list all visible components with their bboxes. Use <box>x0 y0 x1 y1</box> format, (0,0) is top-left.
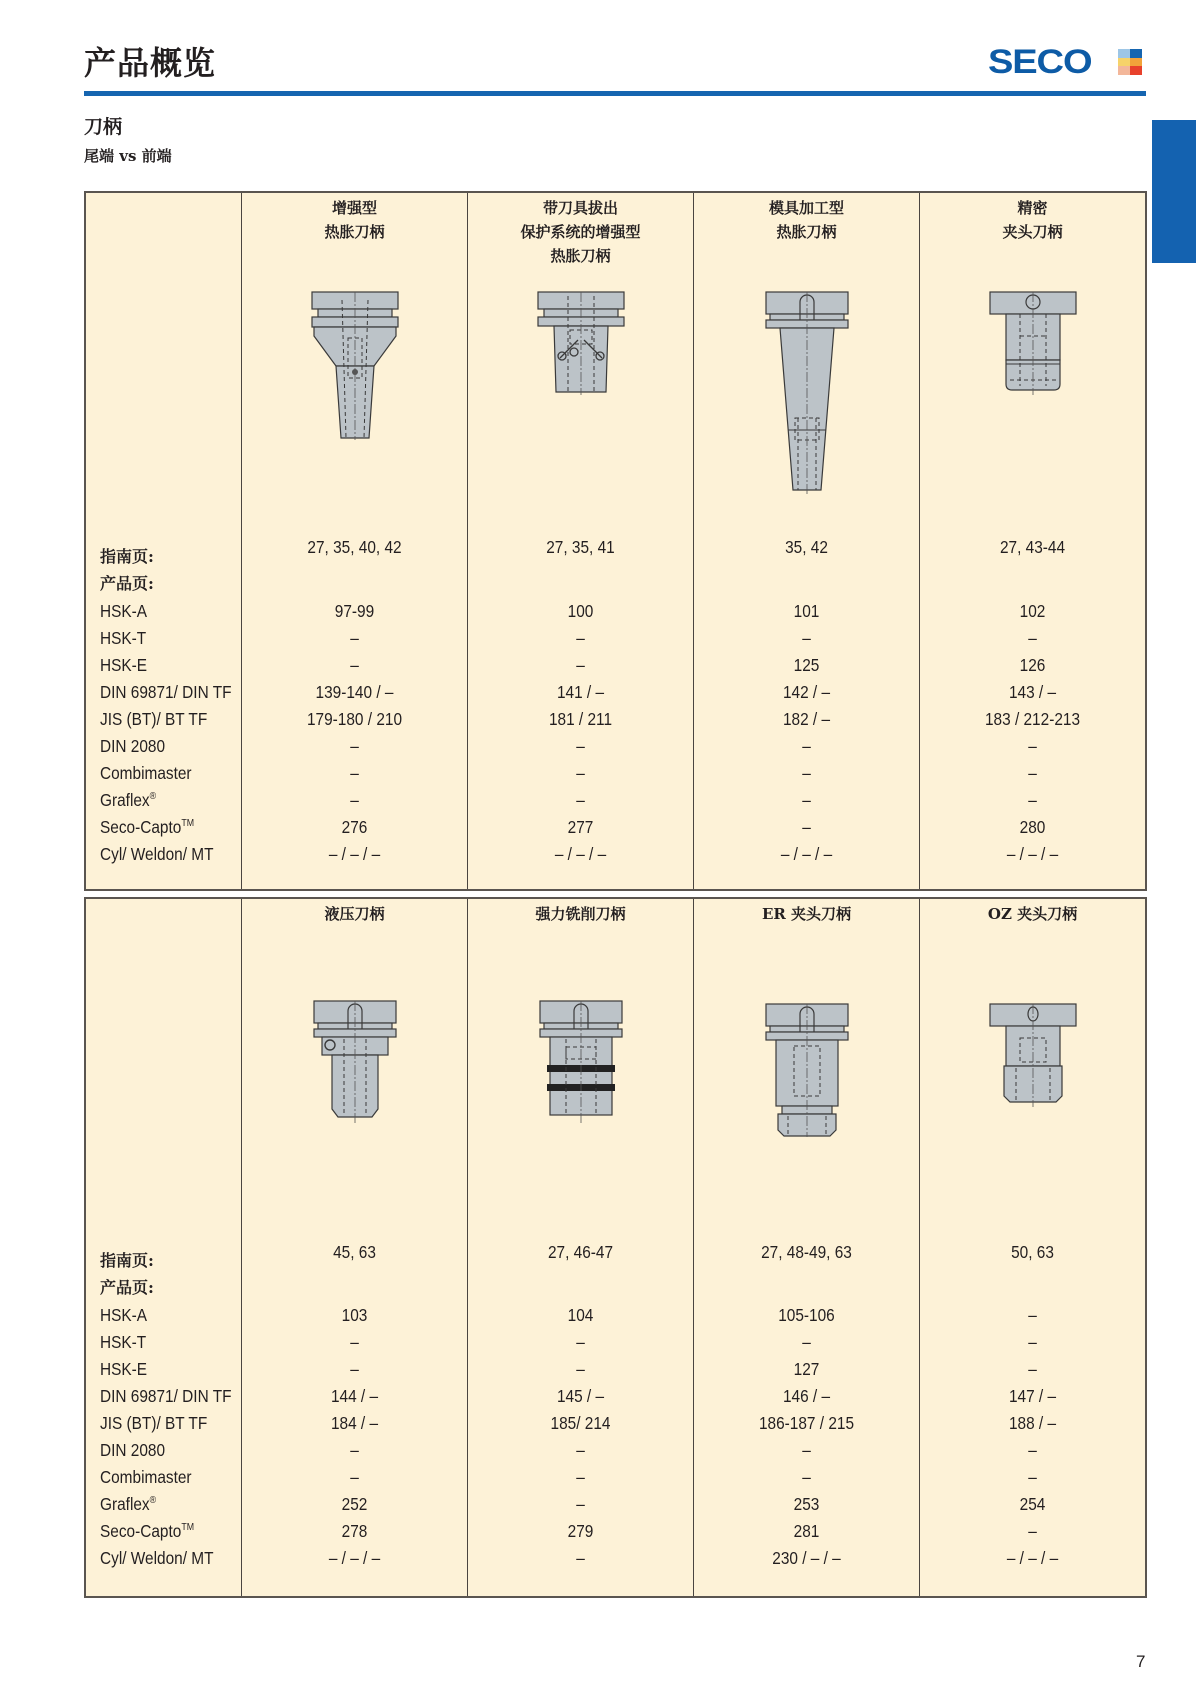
cell-din2080: – <box>1028 736 1037 756</box>
cell-din2080: – <box>576 736 585 756</box>
cell-din69871: 139-140 / – <box>315 682 394 702</box>
cell-cyl-weldon-mt: – / – / – <box>1006 1548 1059 1568</box>
cell-seco-capto: 278 <box>341 1521 368 1541</box>
cell-graflex: – <box>576 1494 585 1514</box>
row-label-din2080: DIN 2080 <box>100 1440 166 1460</box>
row-label-graflex: Graflex® <box>100 790 157 810</box>
column-title: 液压刀柄 <box>324 905 385 923</box>
product-column <box>919 899 1145 1596</box>
cell-hsk-a: 102 <box>1019 601 1046 621</box>
cell-hsk-e: – <box>1028 1359 1037 1379</box>
cell-hsk-a: 100 <box>567 601 594 621</box>
cell-hsk-t: – <box>350 628 359 648</box>
row-label-hsk-t: HSK-T <box>100 1332 147 1352</box>
cell-din2080: – <box>576 1440 585 1460</box>
row-label-column <box>86 193 241 889</box>
cell-hsk-e: – <box>576 655 585 675</box>
cell-hsk-a: 105-106 <box>778 1305 835 1325</box>
hydraulic-chuck-icon <box>310 999 400 1124</box>
cell-jis-bt: 186-187 / 215 <box>758 1413 855 1433</box>
cell-din2080: – <box>350 736 359 756</box>
cell-hsk-e: – <box>576 1359 585 1379</box>
column-title: 带刀具拔出 保护系统的增强型 热胀刀柄 <box>520 199 641 265</box>
cell-hsk-t: – <box>802 628 811 648</box>
cell-guide-pages: 27, 48-49, 63 <box>761 1242 852 1262</box>
row-label-din69871: DIN 69871/ DIN TF <box>100 1386 232 1406</box>
cell-hsk-t: – <box>1028 1332 1037 1352</box>
cell-cyl-weldon-mt: – / – / – <box>554 844 607 864</box>
cell-seco-capto: – <box>1028 1521 1037 1541</box>
cell-jis-bt: 181 / 211 <box>548 709 613 729</box>
cell-hsk-a: 104 <box>567 1305 594 1325</box>
cell-hsk-e: – <box>350 1359 359 1379</box>
cell-graflex: 254 <box>1019 1494 1046 1514</box>
cell-graflex: – <box>350 790 359 810</box>
cell-din69871: 143 / – <box>1008 682 1057 702</box>
page-title: 产品概览 <box>84 44 217 82</box>
product-column <box>467 899 693 1596</box>
section-title: 刀柄 <box>84 116 123 138</box>
cell-combimaster: – <box>802 1467 811 1487</box>
product-column <box>241 899 467 1596</box>
row-label-seco-capto: Seco-Capto™ <box>100 1521 195 1541</box>
cell-din69871: 141 / – <box>556 682 605 702</box>
cell-din69871: 146 / – <box>782 1386 831 1406</box>
cell-seco-capto: 280 <box>1019 817 1046 837</box>
cell-seco-capto: 281 <box>793 1521 820 1541</box>
row-label-product-pages: 产品页: <box>100 574 154 593</box>
row-label-din2080: DIN 2080 <box>100 736 166 756</box>
cell-jis-bt: 179-180 / 210 <box>306 709 403 729</box>
cell-din69871: 144 / – <box>330 1386 379 1406</box>
mould-shrink-fit-holder-icon <box>762 290 852 495</box>
cell-seco-capto: 277 <box>567 817 594 837</box>
er-collet-chuck-icon <box>762 1002 852 1137</box>
cell-din2080: – <box>350 1440 359 1460</box>
cell-guide-pages: 45, 63 <box>333 1242 376 1262</box>
cell-combimaster: – <box>1028 763 1037 783</box>
cell-combimaster: – <box>350 763 359 783</box>
row-label-guide-pages: 指南页: <box>100 1251 154 1270</box>
section-subtitle: 尾端 vs 前端 <box>84 147 172 165</box>
cell-hsk-t: – <box>1028 628 1037 648</box>
cell-din69871: 145 / – <box>556 1386 605 1406</box>
cell-din69871: 142 / – <box>782 682 831 702</box>
cell-seco-capto: 276 <box>341 817 368 837</box>
seco-logo <box>988 43 1092 81</box>
header-rule <box>84 91 1146 96</box>
cell-graflex: – <box>802 790 811 810</box>
cell-hsk-t: – <box>350 1332 359 1352</box>
product-column <box>693 899 919 1596</box>
row-label-cyl-weldon-mt: Cyl/ Weldon/ MT <box>100 844 214 864</box>
product-column <box>467 193 693 889</box>
column-title: ER 夹头刀柄 <box>761 905 852 923</box>
cell-cyl-weldon-mt: – / – / – <box>328 1548 381 1568</box>
column-title: 增强型 热胀刀柄 <box>324 199 385 241</box>
product-column <box>693 193 919 889</box>
column-title: 精密 夹头刀柄 <box>1002 199 1063 241</box>
cell-jis-bt: 188 / – <box>1008 1413 1057 1433</box>
cell-seco-capto: 279 <box>567 1521 594 1541</box>
logo-text: SECO <box>988 43 1092 81</box>
row-label-hsk-a: HSK-A <box>100 1305 148 1325</box>
cell-guide-pages: 27, 43-44 <box>999 537 1066 557</box>
cell-cyl-weldon-mt: 230 / – / – <box>772 1548 841 1568</box>
product-column <box>919 193 1145 889</box>
reinforced-shrink-fit-holder-icon <box>310 290 400 440</box>
cell-combimaster: – <box>802 763 811 783</box>
cell-graflex: 253 <box>793 1494 820 1514</box>
row-label-product-pages: 产品页: <box>100 1278 154 1297</box>
logo-mark-icon <box>1118 49 1142 75</box>
cell-din69871: 147 / – <box>1008 1386 1057 1406</box>
row-label-hsk-e: HSK-E <box>100 1359 148 1379</box>
cell-combimaster: – <box>350 1467 359 1487</box>
cell-hsk-a: 97-99 <box>334 601 375 621</box>
cell-din2080: – <box>802 736 811 756</box>
cell-combimaster: – <box>576 1467 585 1487</box>
chapter-side-tab <box>1152 120 1196 263</box>
cell-hsk-e: 126 <box>1019 655 1046 675</box>
precision-collet-chuck-icon <box>988 290 1078 395</box>
row-label-jis-bt: JIS (BT)/ BT TF <box>100 709 208 729</box>
cell-guide-pages: 27, 35, 41 <box>546 537 615 557</box>
cell-cyl-weldon-mt: – <box>576 1548 585 1568</box>
row-label-cyl-weldon-mt: Cyl/ Weldon/ MT <box>100 1548 214 1568</box>
cell-hsk-a: 103 <box>341 1305 368 1325</box>
row-label-guide-pages: 指南页: <box>100 547 154 566</box>
product-column <box>241 193 467 889</box>
cell-jis-bt: 183 / 212-213 <box>984 709 1081 729</box>
cell-hsk-a: – <box>1028 1305 1037 1325</box>
column-title: OZ 夹头刀柄 <box>987 905 1078 923</box>
power-milling-chuck-icon <box>536 999 626 1124</box>
row-label-combimaster: Combimaster <box>100 1467 192 1487</box>
cell-combimaster: – <box>576 763 585 783</box>
cell-hsk-e: – <box>350 655 359 675</box>
row-label-hsk-t: HSK-T <box>100 628 147 648</box>
row-label-column <box>86 899 241 1596</box>
oz-collet-chuck-icon <box>988 1002 1078 1107</box>
cell-jis-bt: 185/ 214 <box>550 1413 611 1433</box>
row-label-hsk-e: HSK-E <box>100 655 148 675</box>
cell-hsk-t: – <box>576 1332 585 1352</box>
row-label-combimaster: Combimaster <box>100 763 192 783</box>
cell-graflex: 252 <box>341 1494 368 1514</box>
column-title: 模具加工型 热胀刀柄 <box>768 199 844 241</box>
cell-guide-pages: 35, 42 <box>785 537 828 557</box>
cell-hsk-e: 127 <box>793 1359 820 1379</box>
product-table-top <box>84 191 1147 891</box>
cell-hsk-t: – <box>802 1332 811 1352</box>
row-label-hsk-a: HSK-A <box>100 601 148 621</box>
page-number: 7 <box>1136 1652 1146 1671</box>
row-label-seco-capto: Seco-Capto™ <box>100 817 195 837</box>
cell-hsk-e: 125 <box>793 655 820 675</box>
cell-jis-bt: 184 / – <box>330 1413 379 1433</box>
cell-hsk-t: – <box>576 628 585 648</box>
cell-graflex: – <box>576 790 585 810</box>
column-title: 强力铣削刀柄 <box>535 905 626 923</box>
product-table-bottom <box>84 897 1147 1598</box>
cell-graflex: – <box>1028 790 1037 810</box>
cell-cyl-weldon-mt: – / – / – <box>1006 844 1059 864</box>
cell-seco-capto: – <box>802 817 811 837</box>
cell-din2080: – <box>1028 1440 1037 1460</box>
cell-guide-pages: 27, 46-47 <box>547 1242 614 1262</box>
cell-din2080: – <box>802 1440 811 1460</box>
cell-cyl-weldon-mt: – / – / – <box>780 844 833 864</box>
shrink-fit-pullout-protection-holder-icon <box>536 290 626 395</box>
cell-hsk-a: 101 <box>793 601 820 621</box>
cell-guide-pages: 27, 35, 40, 42 <box>307 537 402 557</box>
row-label-graflex: Graflex® <box>100 1494 157 1514</box>
row-label-jis-bt: JIS (BT)/ BT TF <box>100 1413 208 1433</box>
cell-jis-bt: 182 / – <box>782 709 831 729</box>
cell-guide-pages: 50, 63 <box>1011 1242 1054 1262</box>
cell-combimaster: – <box>1028 1467 1037 1487</box>
cell-cyl-weldon-mt: – / – / – <box>328 844 381 864</box>
row-label-din69871: DIN 69871/ DIN TF <box>100 682 232 702</box>
